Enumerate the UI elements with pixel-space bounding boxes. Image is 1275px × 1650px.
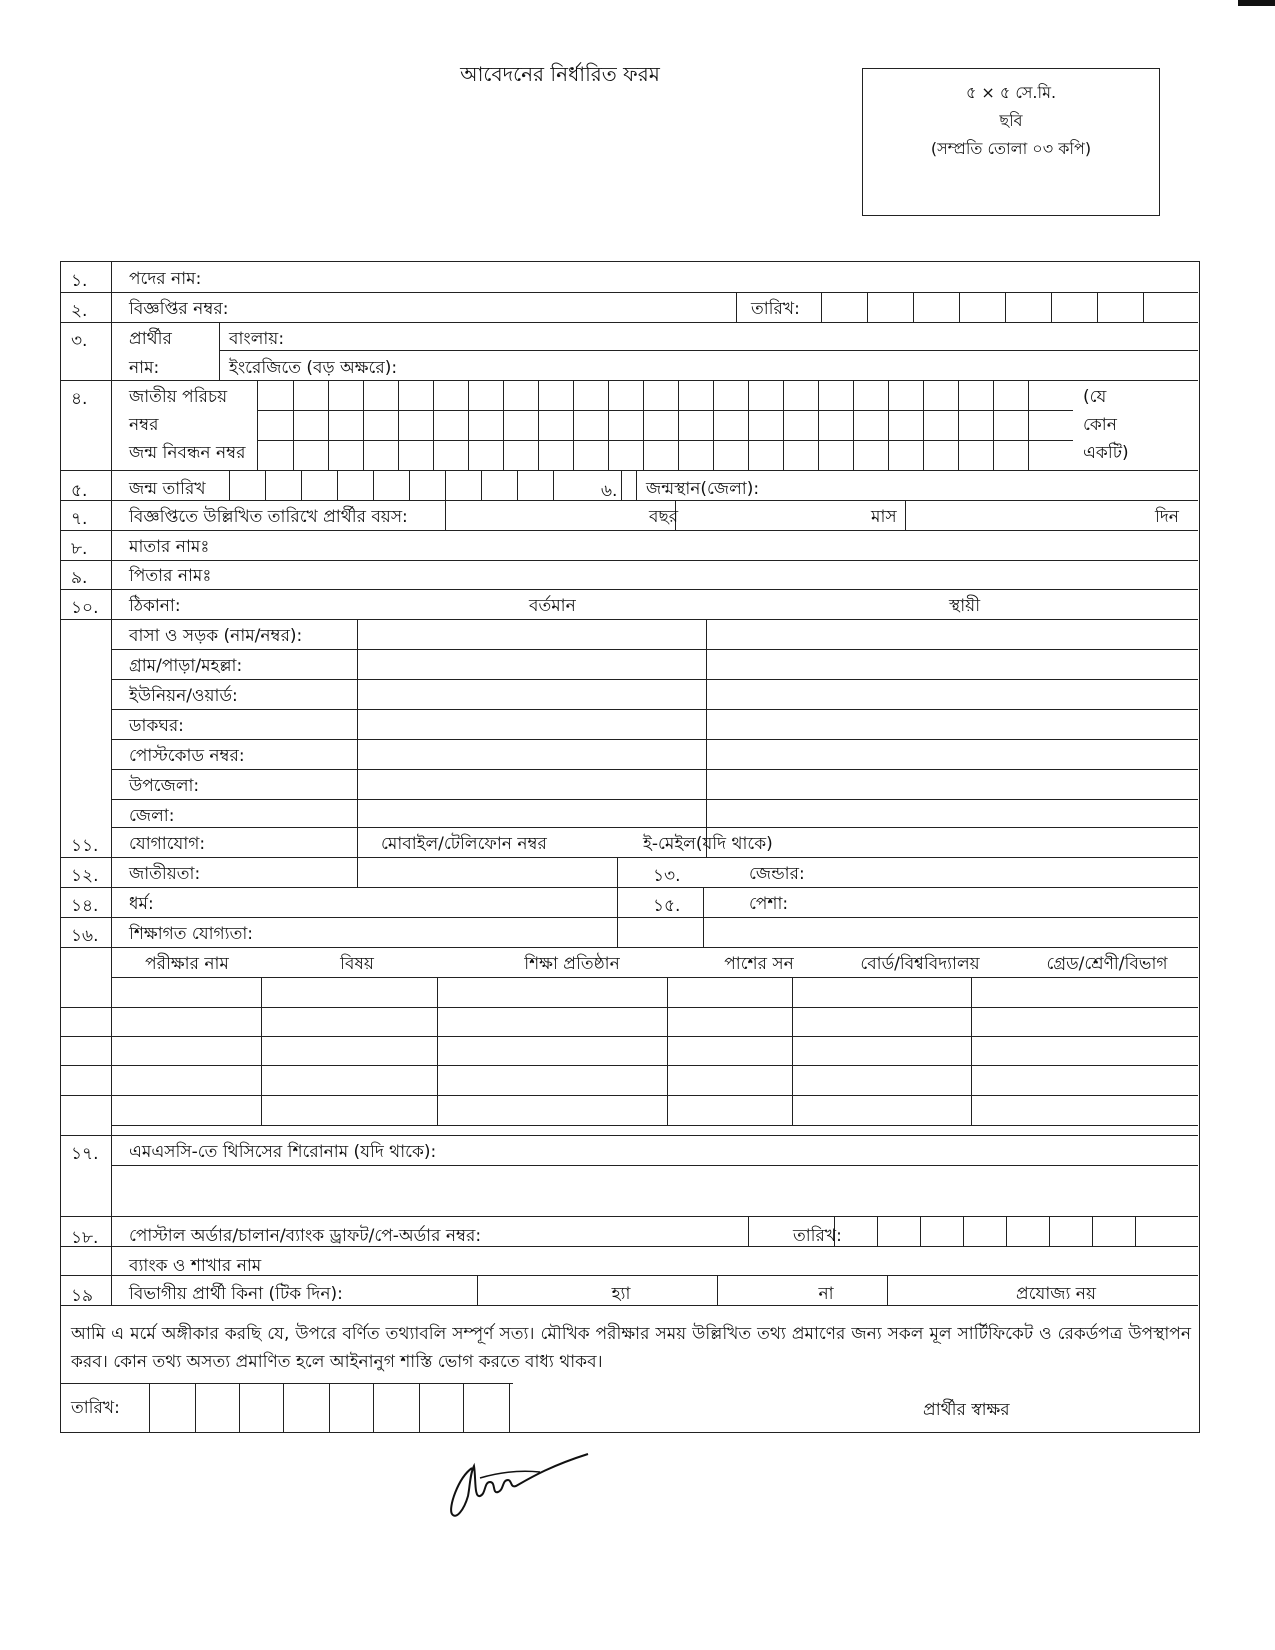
rule-line	[1005, 292, 1006, 322]
rule-line	[257, 410, 1073, 411]
rule-line	[61, 1383, 513, 1384]
bank-branch-label: ব্যাংক ও শাখার নাম	[129, 1256, 262, 1276]
photo-label: ছবি	[999, 111, 1023, 130]
rule-line	[373, 470, 374, 500]
rule-line	[477, 1275, 478, 1305]
rule-line	[867, 292, 868, 322]
birth-reg-label: জন্ম নিবন্ধন নম্বর	[129, 443, 246, 463]
rule-line	[713, 380, 714, 470]
rule-line	[905, 500, 906, 530]
photo-size: ৫ × ৫ সে.মি.	[965, 83, 1057, 102]
rule-line	[617, 887, 618, 947]
rule-line	[61, 1216, 1198, 1217]
rule-line	[111, 769, 1198, 770]
handwritten-signature	[440, 1448, 600, 1528]
rule-line	[636, 470, 637, 500]
signature-label: প্রার্থীর স্বাক্ষর	[923, 1400, 1010, 1420]
row-number: ১৪.	[71, 896, 99, 916]
rule-line	[111, 799, 1198, 800]
rule-line	[111, 709, 1198, 710]
permanent-address-header: স্থায়ী	[949, 596, 981, 616]
thesis-title-label: এমএসসি-তে থিসিসের শিরোনাম (যদি থাকে):	[129, 1142, 437, 1162]
rule-line	[61, 917, 1198, 918]
row-number: ১১.	[71, 836, 99, 856]
rule-line	[445, 470, 446, 500]
application-form	[60, 261, 1200, 1433]
rule-line	[229, 470, 230, 500]
rule-line	[61, 1065, 1198, 1066]
rule-line	[923, 380, 924, 470]
rule-line	[877, 1216, 878, 1246]
rule-line	[257, 380, 258, 470]
row-number: ১৬.	[71, 926, 99, 946]
rule-line	[265, 470, 266, 500]
row-number: ২.	[71, 301, 88, 321]
rule-line	[61, 857, 1198, 858]
row-number: ৩.	[71, 331, 88, 351]
rule-line	[509, 1383, 510, 1432]
post-name-label: পদের নাম:	[129, 269, 202, 289]
rule-line	[61, 619, 1198, 620]
row-number: ৭.	[71, 509, 88, 529]
rule-line	[538, 380, 539, 470]
rule-line	[61, 322, 1198, 323]
profession-label: পেশা:	[749, 894, 789, 914]
name-label: নাম:	[129, 358, 160, 378]
row-number: ১৭.	[71, 1144, 99, 1164]
rule-line	[920, 1216, 921, 1246]
rule-line	[1028, 380, 1029, 470]
rule-line	[61, 292, 1198, 293]
father-name-label: পিতার নামঃ	[129, 566, 212, 586]
address-line-label: জেলা:	[129, 806, 175, 826]
rule-line	[783, 380, 784, 470]
address-line-label: পোস্টকোড নম্বর:	[129, 746, 245, 766]
rule-line	[61, 947, 1198, 948]
address-line-label: বাসা ও সড়ক (নাম/নম্বর):	[129, 626, 303, 646]
age-label: বিজ্ঞপ্তিতে উল্লিখিত তারিখে প্রার্থীর বয়স:	[129, 507, 408, 527]
rule-line	[61, 1135, 1198, 1136]
rule-line	[111, 1135, 112, 1216]
mother-name-label: মাতার নামঃ	[129, 537, 210, 557]
payment-number-label: পোস্টাল অর্ডার/চালান/ব্যাংক ড্রাফট/পে-অর্ডার নম্বর:	[129, 1226, 482, 1246]
rule-line	[993, 380, 994, 470]
rule-line	[678, 380, 679, 470]
edu-col-board: বোর্ড/বিশ্ববিদ্যালয়	[860, 954, 980, 974]
rule-line	[398, 380, 399, 470]
rule-line	[959, 292, 960, 322]
rule-line	[1006, 1216, 1007, 1246]
row-number: ১৫.	[653, 896, 681, 916]
rule-line	[61, 887, 1198, 888]
row-number: ৬.	[601, 481, 618, 501]
form-title: আবেদনের নির্ধারিত ফরম	[460, 62, 660, 86]
day-label: দিন	[1155, 507, 1179, 527]
row-number: ১.	[71, 271, 88, 291]
birth-district-label: জন্মস্থান(জেলা):	[646, 479, 760, 499]
rule-line	[61, 1007, 1198, 1008]
either-note: একটি)	[1083, 443, 1129, 463]
declaration-text: আমি এ মর্মে অঙ্গীকার করছি যে, উপরে বর্ণিত তথ্যাবলি সম্পূর্ণ সত্য। মৌখিক পরীক্ষার সময় উল্লিখিত তথ্য প্রমাণের জন্য সকল মূল সার্টিফিকেট ও রেকর্ডপত্র উপস্থাপন করব। কোন তথ্য অসত্য প্রমাণিত হলে আইনানুগ শাস্তি ভোগ করতে বাধ্য থাকব।	[71, 1324, 1191, 1372]
rule-line	[517, 470, 518, 500]
photo-placeholder	[862, 68, 1160, 216]
rule-line	[111, 1216, 112, 1305]
present-address-header: বর্তমান	[529, 596, 576, 616]
rule-line	[337, 470, 338, 500]
either-note: (যে	[1083, 387, 1107, 407]
photo-note: (সম্প্রতি তোলা ০৩ কপি)	[930, 139, 1092, 158]
rule-line	[818, 380, 819, 470]
rule-line	[963, 1216, 964, 1246]
rule-line	[219, 322, 220, 380]
rule-line	[293, 380, 294, 470]
rule-line	[111, 649, 1198, 650]
email-label: ই-মেইল(যদি থাকে)	[643, 834, 773, 854]
year-label: বছর	[649, 507, 679, 527]
nationality-label: জাতীয়তা:	[129, 864, 201, 884]
rule-line	[111, 739, 1198, 740]
month-label: মাস	[871, 507, 897, 527]
row-number: ৯.	[71, 568, 88, 588]
option-yes: হ্যা	[611, 1284, 631, 1304]
rule-line	[61, 1246, 1198, 1247]
address-line-label: গ্রাম/পাড়া/মহল্লা:	[129, 656, 243, 676]
rule-line	[1097, 292, 1098, 322]
rule-line	[419, 1383, 420, 1432]
scan-edge-mark	[1238, 0, 1275, 6]
footer-date-label: তারিখ:	[71, 1398, 120, 1418]
rule-line	[553, 470, 554, 500]
edu-col-grade: গ্রেড/শ্রেণী/বিভাগ	[1046, 954, 1168, 974]
rule-line	[703, 887, 704, 947]
rule-line	[433, 380, 434, 470]
rule-line	[328, 380, 329, 470]
circular-date-label: তারিখ:	[751, 299, 800, 319]
birth-date-label: জন্ম তারিখ	[129, 479, 206, 499]
rule-line	[363, 380, 364, 470]
either-note: কোন	[1083, 415, 1117, 435]
row-number: ১২.	[71, 866, 99, 886]
row-number: ১০.	[71, 598, 99, 618]
row-number: ৪.	[71, 389, 88, 409]
rule-line	[149, 1383, 150, 1432]
rule-line	[257, 440, 1073, 441]
address-label: ঠিকানা:	[129, 596, 181, 616]
rule-line	[913, 292, 914, 322]
row-number: ৫.	[71, 481, 88, 501]
rule-line	[853, 380, 854, 470]
rule-line	[468, 380, 469, 470]
rule-line	[971, 977, 972, 1125]
rule-line	[1143, 292, 1144, 322]
rule-line	[463, 1383, 464, 1432]
rule-line	[409, 470, 410, 500]
address-line-label: উপজেলা:	[129, 776, 200, 796]
rule-line	[1051, 292, 1052, 322]
rule-line	[111, 679, 1198, 680]
row-number: ৮.	[71, 539, 88, 559]
edu-col-pass-year: পাশের সন	[724, 954, 794, 974]
rule-line	[373, 1383, 374, 1432]
rule-line	[61, 470, 1198, 471]
rule-line	[195, 1383, 196, 1432]
religion-label: ধর্ম:	[129, 894, 154, 914]
education-label: শিক্ষাগত যোগ্যতা:	[129, 924, 254, 944]
option-no: না	[818, 1284, 834, 1304]
rule-line	[61, 530, 1198, 531]
rule-line	[261, 977, 262, 1125]
rule-line	[621, 470, 622, 500]
name-english-label: ইংরেজিতে (বড় অক্ষরে):	[229, 358, 398, 378]
edu-col-subject: বিষয়	[340, 954, 374, 974]
rule-line	[792, 977, 793, 1125]
row-number: ১৩.	[653, 866, 681, 886]
rule-line	[481, 470, 482, 500]
nid-label-number: নম্বর	[129, 415, 159, 435]
rule-line	[1092, 1216, 1093, 1246]
contact-label: যোগাযোগ:	[129, 834, 206, 854]
rule-line	[748, 380, 749, 470]
rule-line	[1135, 1216, 1136, 1246]
rule-line	[61, 1305, 1198, 1306]
rule-line	[61, 1036, 1198, 1037]
rule-line	[643, 380, 644, 470]
rule-line	[706, 619, 707, 857]
applicant-label: প্রার্থীর	[129, 329, 172, 349]
rule-line	[301, 470, 302, 500]
rule-line	[736, 292, 737, 322]
rule-line	[573, 380, 574, 470]
rule-line	[61, 589, 1198, 590]
address-line-label: ইউনিয়ন/ওয়ার্ড:	[129, 686, 238, 706]
circular-number-label: বিজ্ঞপ্তির নম্বর:	[129, 299, 229, 319]
rule-line	[437, 977, 438, 1125]
rule-line	[111, 947, 112, 1135]
name-bangla-label: বাংলায়:	[229, 329, 285, 349]
rule-line	[111, 977, 1198, 978]
rule-line	[357, 619, 358, 857]
rule-line	[958, 380, 959, 470]
rule-line	[608, 380, 609, 470]
rule-line	[357, 857, 358, 887]
rule-line	[61, 560, 1198, 561]
rule-line	[111, 827, 1198, 828]
rule-line	[61, 500, 1198, 501]
rule-line	[748, 1216, 749, 1246]
payment-date-label: তারিখ:	[793, 1226, 842, 1246]
rule-line	[111, 1125, 1198, 1126]
rule-line	[329, 1383, 330, 1432]
rule-line	[888, 380, 889, 470]
rule-line	[821, 292, 822, 322]
edu-col-institution: শিক্ষা প্রতিষ্ঠান	[524, 954, 620, 974]
nid-label: জাতীয় পরিচয়	[129, 387, 228, 407]
rule-line	[1049, 1216, 1050, 1246]
rule-line	[667, 977, 668, 1125]
rule-line	[61, 1095, 1198, 1096]
rule-line	[111, 1165, 1198, 1166]
gender-label: জেন্ডার:	[749, 864, 805, 884]
row-number: ১৮.	[71, 1228, 99, 1248]
departmental-label: বিভাগীয় প্রার্থী কিনা (টিক দিন):	[129, 1284, 343, 1304]
rule-line	[219, 350, 1198, 351]
row-number: ১৯	[71, 1286, 94, 1306]
rule-line	[283, 1383, 284, 1432]
edu-col-exam: পরীক্ষার নাম	[145, 954, 229, 974]
address-line-label: ডাকঘর:	[129, 716, 184, 736]
rule-line	[617, 857, 618, 887]
mobile-label: মোবাইল/টেলিফোন নম্বর	[381, 834, 547, 854]
rule-line	[445, 500, 446, 530]
option-not-applicable: প্রযোজ্য নয়	[1016, 1284, 1096, 1304]
rule-line	[239, 1383, 240, 1432]
rule-line	[503, 380, 504, 470]
